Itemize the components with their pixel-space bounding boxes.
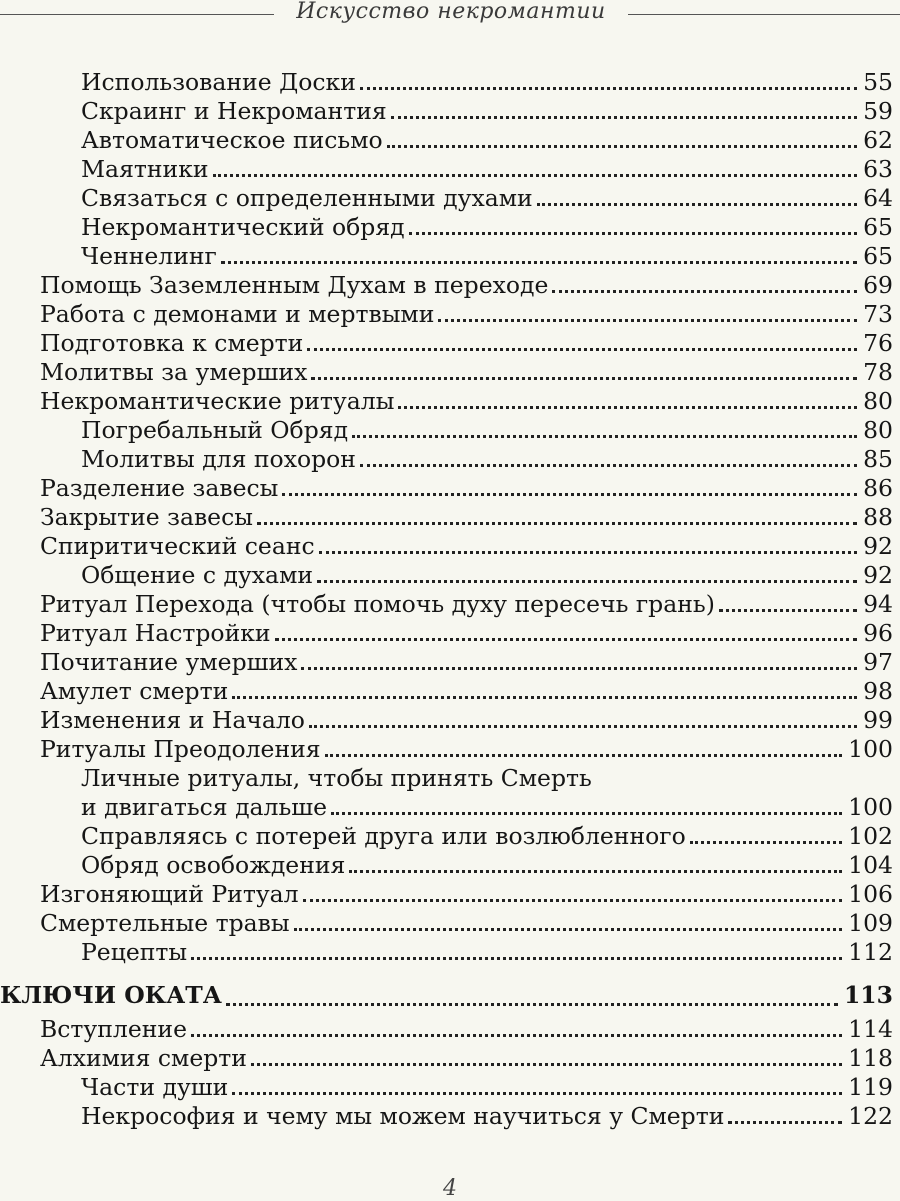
dot-leader [317, 580, 857, 583]
toc-entry-page: 86 [863, 474, 893, 502]
toc-entry-title: Общение с духами [81, 561, 314, 589]
toc-entry-title: Помощь Заземленным Духам в переходе [40, 271, 549, 299]
toc-entry [0, 126, 900, 155]
toc-entry [0, 909, 900, 938]
toc-entry-title: Обряд освобождения [81, 851, 346, 879]
toc-entry-page: 96 [863, 619, 893, 647]
toc-entry-page: 113 [843, 981, 893, 1009]
toc-entry [0, 648, 900, 677]
toc-entry-title: Почитание умерших [40, 648, 298, 676]
toc-entry [0, 503, 900, 532]
toc-entry [0, 706, 900, 735]
toc-entry-title: Использование Доски [81, 68, 356, 96]
toc-entry-page: 80 [863, 416, 893, 444]
running-title: Искусство некромантии [296, 0, 606, 24]
dot-leader [552, 290, 857, 293]
toc-entry-page: 114 [848, 1015, 893, 1043]
toc-entry-title: Маятники [81, 155, 209, 183]
header-rule-right [628, 14, 900, 15]
toc-entry-page: 64 [863, 184, 893, 212]
dot-leader [311, 377, 857, 380]
table-of-contents [0, 68, 900, 1131]
toc-entry [0, 416, 900, 445]
toc-entry [0, 155, 900, 184]
toc-entry-title: Ритуалы Преодоления [40, 735, 321, 763]
toc-entry-title: Автоматическое письмо [81, 126, 383, 154]
dot-leader [309, 725, 857, 728]
toc-entry [0, 1015, 900, 1044]
dot-leader [307, 348, 857, 351]
toc-entry [0, 590, 900, 619]
dot-leader [387, 145, 857, 148]
toc-entry-title: Молитвы для похорон [81, 445, 356, 473]
dot-leader [398, 406, 857, 409]
toc-entry-title: Части души [81, 1073, 229, 1101]
toc-entry-title: Смертельные травы [40, 909, 290, 937]
dot-leader [360, 87, 857, 90]
toc-entry-page: 106 [848, 880, 893, 908]
dot-leader [409, 232, 857, 235]
toc-entry-title: Закрытие завесы [40, 503, 253, 531]
dot-leader [319, 551, 857, 554]
toc-entry-title: Разделение завесы [40, 474, 279, 502]
dot-leader [226, 1003, 838, 1006]
toc-entry [0, 793, 900, 822]
toc-entry-page: 118 [848, 1044, 893, 1072]
toc-entry-title: Ченнелинг [81, 242, 217, 270]
dot-leader [719, 609, 857, 612]
toc-entry-title: Скраинг и Некромантия [81, 97, 387, 125]
toc-entry [0, 445, 900, 474]
toc-entry [0, 271, 900, 300]
toc-entry-page: 88 [863, 503, 893, 531]
running-header [0, 0, 900, 30]
dot-leader [303, 899, 843, 902]
dot-leader [391, 116, 857, 119]
toc-entry [0, 1073, 900, 1102]
toc-entry-title: Амулет смерти [40, 677, 229, 705]
dot-leader [232, 696, 857, 699]
toc-entry-page: 59 [863, 97, 893, 125]
toc-entry-title: Ритуал Настройки [40, 619, 271, 647]
toc-entry-page: 62 [863, 126, 893, 154]
toc-entry [0, 975, 900, 1015]
toc-entry-title: Некромантические ритуалы [40, 387, 395, 415]
toc-entry [0, 561, 900, 590]
toc-entry [0, 851, 900, 880]
toc-entry-page: 104 [848, 851, 893, 879]
dot-leader [251, 1063, 842, 1066]
dot-leader [352, 435, 857, 438]
toc-entry-page: 65 [863, 213, 893, 241]
toc-entry-page: 76 [863, 329, 893, 357]
dot-leader [191, 1034, 842, 1037]
toc-entry-title: Некромантический обряд [81, 213, 405, 241]
toc-entry-page: 69 [863, 271, 893, 299]
toc-entry-page: 112 [848, 938, 893, 966]
dot-leader [349, 870, 842, 873]
dot-leader [301, 667, 857, 670]
toc-entry [0, 532, 900, 561]
toc-entry [0, 938, 900, 967]
toc-entry-page: 100 [848, 793, 893, 821]
dot-leader [257, 522, 857, 525]
toc-entry [0, 764, 900, 793]
toc-entry-title: Молитвы за умерших [40, 358, 308, 386]
toc-entry-title: Изгоняющий Ритуал [40, 880, 299, 908]
toc-entry [0, 677, 900, 706]
toc-entry-page: 99 [863, 706, 893, 734]
toc-entry-title: Вступление [40, 1015, 187, 1043]
toc-entry-page: 100 [848, 735, 893, 763]
dot-leader [728, 1121, 842, 1124]
toc-entry-page: 85 [863, 445, 893, 473]
toc-entry-title: Алхимия смерти [40, 1044, 247, 1072]
dot-leader [438, 319, 857, 322]
toc-entry-title: Спиритический сеанс [40, 532, 315, 560]
toc-entry-title: КЛЮЧИ ОКАТА [0, 981, 222, 1009]
dot-leader [690, 841, 842, 844]
toc-entry-title: Некрософия и чему мы можем научиться у Смерти [81, 1102, 725, 1130]
toc-entry-page: 98 [863, 677, 893, 705]
toc-entry [0, 619, 900, 648]
dot-leader [221, 261, 857, 264]
toc-entry-title: Связаться с определенными духами [81, 184, 533, 212]
toc-entry-title: Подготовка к смерти [40, 329, 304, 357]
dot-leader [282, 493, 857, 496]
dot-leader [213, 174, 858, 177]
toc-entry-page: 102 [848, 822, 893, 850]
toc-entry [0, 184, 900, 213]
toc-entry-title: Ритуал Перехода (чтобы помочь духу пересечь грань) [40, 590, 715, 618]
dot-leader [191, 957, 842, 960]
toc-entry-page: 119 [848, 1073, 893, 1101]
toc-entry-title: Изменения и Начало [40, 706, 305, 734]
toc-entry-title: Личные ритуалы, чтобы принять Смерть [81, 764, 592, 792]
toc-entry [0, 213, 900, 242]
toc-entry [0, 68, 900, 97]
toc-entry-page: 65 [863, 242, 893, 270]
toc-entry [0, 880, 900, 909]
toc-entry [0, 242, 900, 271]
toc-entry-page: 55 [863, 68, 893, 96]
toc-entry-title: и двигаться дальше [81, 793, 328, 821]
toc-entry-title: Рецепты [81, 938, 188, 966]
toc-entry-title: Работа с демонами и мертвыми [40, 300, 435, 328]
dot-leader [275, 638, 858, 641]
toc-entry-page: 94 [863, 590, 893, 618]
toc-entry [0, 329, 900, 358]
toc-entry [0, 822, 900, 851]
toc-entry-page: 97 [863, 648, 893, 676]
toc-entry [0, 1102, 900, 1131]
toc-entry [0, 387, 900, 416]
toc-entry-title: Справляясь с потерей друга или возлюбленного [81, 822, 686, 850]
toc-entry [0, 1044, 900, 1073]
toc-entry-page: 109 [848, 909, 893, 937]
toc-entry [0, 97, 900, 126]
toc-entry-title: Погребальный Обряд [81, 416, 349, 444]
dot-leader [325, 754, 843, 757]
dot-leader [331, 812, 842, 815]
dot-leader [232, 1092, 842, 1095]
toc-entry-page: 63 [863, 155, 893, 183]
toc-entry [0, 474, 900, 503]
toc-entry-page: 92 [863, 561, 893, 589]
header-rule-left [0, 14, 274, 15]
dot-leader [360, 464, 857, 467]
toc-entry [0, 300, 900, 329]
toc-entry-page: 80 [863, 387, 893, 415]
page-number: 4 [443, 1176, 457, 1201]
toc-entry-page: 92 [863, 532, 893, 560]
toc-entry [0, 358, 900, 387]
toc-entry [0, 735, 900, 764]
toc-entry-page: 73 [863, 300, 893, 328]
dot-leader [294, 928, 843, 931]
toc-entry-page: 122 [848, 1102, 893, 1130]
toc-entry-page: 78 [863, 358, 893, 386]
dot-leader [537, 203, 857, 206]
